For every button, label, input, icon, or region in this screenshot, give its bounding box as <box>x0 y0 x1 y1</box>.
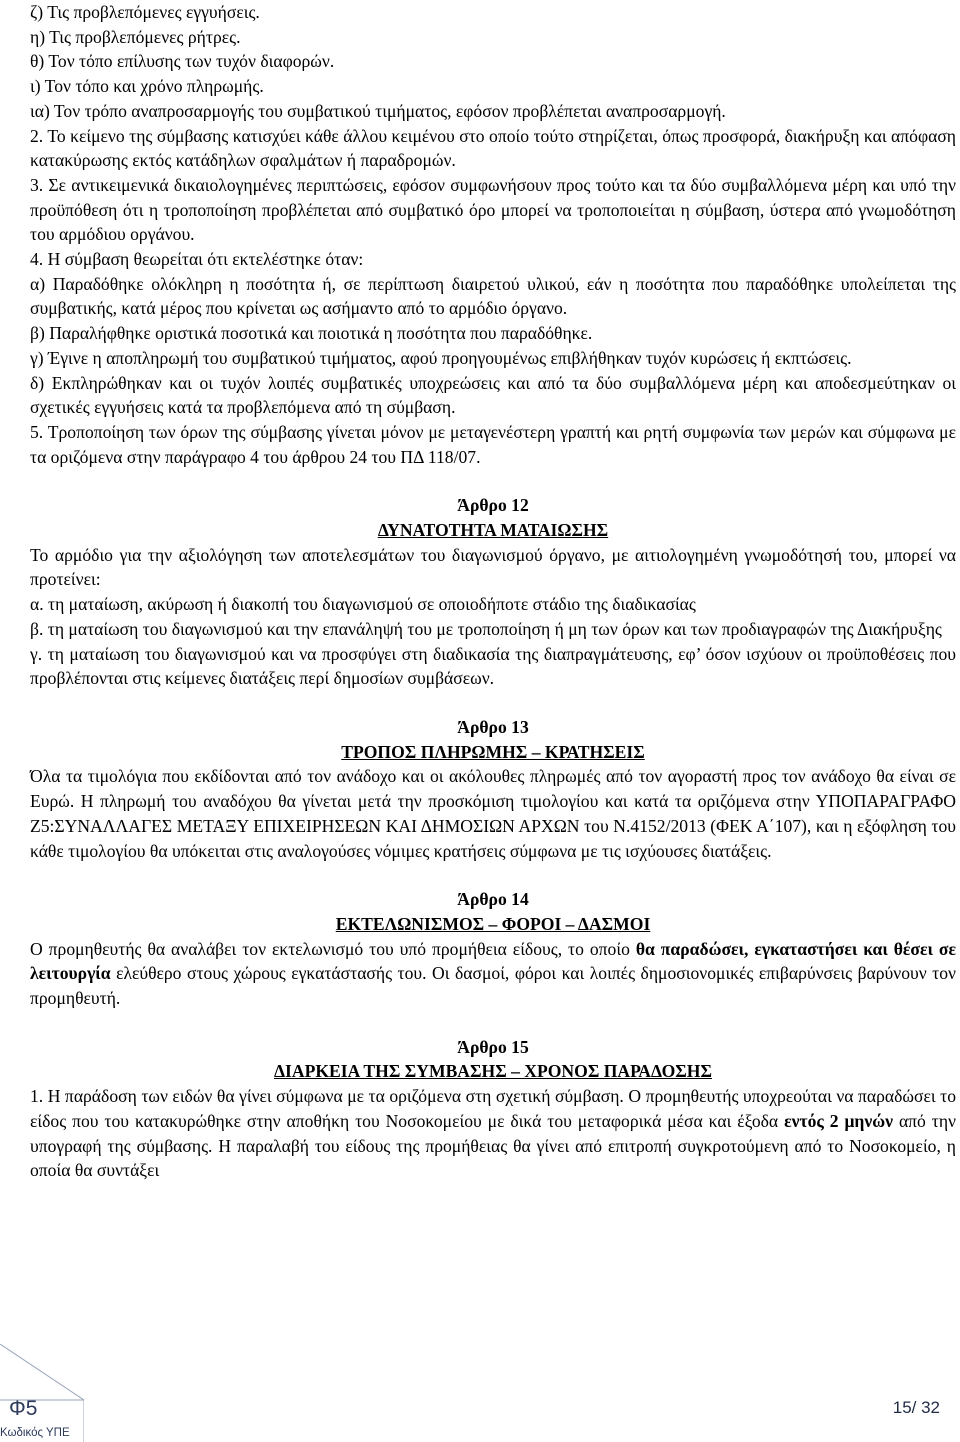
document-body <box>30 0 956 1183</box>
article-13-body: Όλα τα τιμολόγια που εκδίδονται από τον ανάδοχο και οι ακόλουθες πληρωμές από τον αγοραστή προς τον ανάδοχο θα είναι σε Ευρώ. Η πληρωμή του αναδόχου θα γίνεται μετά την προσκόμιση τιμολογίου και κατά τα οριζόμενα στην ΥΠΟΠΑΡΑΓΡΑΦΟ Ζ5:ΣΥΝΑΛΛΑΓΕΣ ΜΕΤΑΞΥ ΕΠΙΧΕΙΡΗΣΕΩΝ ΚΑΙ ΔΗΜΟΣΙΩΝ ΑΡΧΩΝ του Ν.4152/2013 (ΦΕΚ Α΄107), και η εξόφληση του κάθε τιμολογίου θα υπόκειται στις αναλογούσες νόμιμες κρατήσεις σύμφωνα με τις ισχύουσες διατάξεις. <box>30 766 956 861</box>
list-item-iota: ι) Τον τόπο και χρόνο πληρωμής. <box>30 76 264 97</box>
paragraph-4c: γ) Έγινε η αποπληρωμή του συμβατικού τιμήματος, αφού προηγουμένως επιβλήθηκαν τυχόν κυρώσεις ή εκπτώσεις. <box>30 347 852 368</box>
article-12-option-b: β. τη ματαίωση του διαγωνισμού και την επανάληψή του με τροποποίηση ή μη των όρων και των προδιαγραφών της Διακήρυξης <box>30 618 942 639</box>
article-14-body: Ο προμηθευτής θα αναλάβει τον εκτελωνισμό του υπό προμήθεια είδους, το οποίο θα παραδώσει, εγκαταστήσει και θέσει σε λειτουργία ελεύθερο στους χώρους εγκατάστασής του. Οι δασμοί, φόροι και λοιπές δημοσιονομικές επιβαρύνσεις βαρύνουν τον προμηθευτή. <box>30 938 957 1009</box>
list-item-iota-alpha: ια) Τον τρόπο αναπροσαρμογής του συμβατικού τιμήματος, εφόσον προβλέπεται αναπροσαρμογή. <box>30 100 726 121</box>
article-13-number: Άρθρο 13 <box>457 716 529 737</box>
article-14-number: Άρθρο 14 <box>457 889 529 910</box>
paragraph-4d: δ) Εκπληρώθηκαν και οι τυχόν λοιπές συμβατικές υποχρεώσεις και από τα δύο συμβαλλόμενα μέρη και αποδεσμεύτηκαν οι σχετικές εγγυήσεις κατά τα προβλεπόμενα από τη σύμβαση. <box>30 372 956 418</box>
list-item-zeta: ζ) Τις προβλεπόμενες εγγυήσεις. <box>30 2 260 22</box>
spacer <box>30 863 956 887</box>
article-12-option-a: α. τη ματαίωση, ακύρωση ή διακοπή του διαγωνισμού σε οποιοδήποτε στάδιο της διαδικασίας <box>30 594 696 615</box>
article-14-title: ΕΚΤΕΛΩΝΙΣΜΟΣ – ΦΟΡΟΙ – ΔΑΣΜΟΙ <box>335 913 651 934</box>
list-item-theta: θ) Τον τόπο επίλυσης των τυχόν διαφορών. <box>30 51 335 72</box>
article-12-title: ΔΥΝΑΤΟΤΗΤΑ ΜΑΤΑΙΩΣΗΣ <box>377 520 609 541</box>
paragraph-4: 4. Η σύμβαση θεωρείται ότι εκτελέστηκε όταν: <box>30 249 364 270</box>
article-15-number: Άρθρο 15 <box>457 1036 529 1057</box>
article-13-title: ΤΡΟΠΟΣ ΠΛΗΡΩΜΗΣ – ΚΡΑΤΗΣΕΙΣ <box>341 741 645 762</box>
paragraph-2: 2. Το κείμενο της σύμβασης κατισχύει κάθε άλλου κειμένου στο οποίο τούτο στηρίζεται, όπως προσφορά, διακήρυξη και απόφαση κατακύρωσης εκτός κατάδηλων σφαλμάτων ή παραδρομών. <box>30 125 956 171</box>
footer-code-symbol: Φ5 <box>9 1397 38 1420</box>
page-number: 15/ 32 <box>892 1398 940 1417</box>
paragraph-4b: β) Παραλήφθηκε οριστικά ποσοτικά και ποιοτικά η ποσότητα που παραδόθηκε. <box>30 323 593 344</box>
spacer <box>30 1011 956 1035</box>
paragraph-3: 3. Σε αντικειμενικά δικαιολογημένες περιπτώσεις, εφόσον συμφωνήσουν προς τούτο και τα δύο συμβαλλόμενα μέρη και υπό την προϋπόθεση ότι η τροποποίηση προβλέπεται από συμβατικό όρο μπορεί να τροποποιείται η σύμβαση, ύστερα από γνωμοδότηση του αρμόδιου οργάνου. <box>30 174 956 245</box>
paragraph-4a: α) Παραδόθηκε ολόκληρη η ποσότητα ή, σε περίπτωση διαιρετού υλικού, εάν η ποσότητα που παραδόθηκε υπολείπεται της συμβατικής, κατά μέρος που κρίνεται ως ασήμαντο από το αρμόδιο όργανο. <box>30 273 956 319</box>
spacer <box>30 469 956 493</box>
article-15-title: ΔΙΑΡΚΕΙΑ ΤΗΣ ΣΥΜΒΑΣΗΣ – ΧΡΟΝΟΣ ΠΑΡΑΔΟΣΗΣ <box>274 1061 712 1082</box>
list-item-eta: η) Τις προβλεπόμενες ρήτρες. <box>30 26 241 47</box>
article-15-paragraph-1: 1. Η παράδοση των ειδών θα γίνει σύμφωνα με τα οριζόμενα στη σχετική σύμβαση. Ο προμηθευτής υποχρεούται να παραδώσει το είδος που του κατακυρώθηκε στην αποθήκη του Νοσοκομείου με δικά του μεταφορικά μέσα και έξοδα εντός 2 μηνών από την υπογραφή της σύμβασης. Η παραλαβή του είδους της προμήθειας θα γίνει από επιτροπή συγκροτούμενη από το Νοσοκομείο, η οποία θα συντάξει <box>30 1086 957 1181</box>
paragraph-5: 5. Τροποποίηση των όρων της σύμβασης γίνεται μόνον με μεταγενέστερη γραπτή και ρητή συμφωνία των μερών και σύμφωνα με τα οριζόμενα στην παράγραφο 4 του άρθρου 24 του ΠΔ 118/07. <box>30 421 956 467</box>
footer-code-label: Κωδικός ΥΠΕ <box>0 1427 70 1439</box>
article-12-number: Άρθρο 12 <box>457 495 529 516</box>
article-12-option-c: γ. τη ματαίωση του διαγωνισμού και να προσφύγει στη διαδικασία της διαπραγμάτευσης, εφ’ όσον ισχύουν οι προϋποθέσεις που προβλέπονται στις κείμενες διατάξεις περί δημοσίων συμβάσεων. <box>30 643 956 689</box>
article-12-intro: Το αρμόδιο για την αξιολόγηση των αποτελεσμάτων του διαγωνισμού όργανο, με αιτιολογημένη γνωμοδότησή του, μπορεί να προτείνει: <box>30 544 956 590</box>
spacer <box>30 691 956 715</box>
